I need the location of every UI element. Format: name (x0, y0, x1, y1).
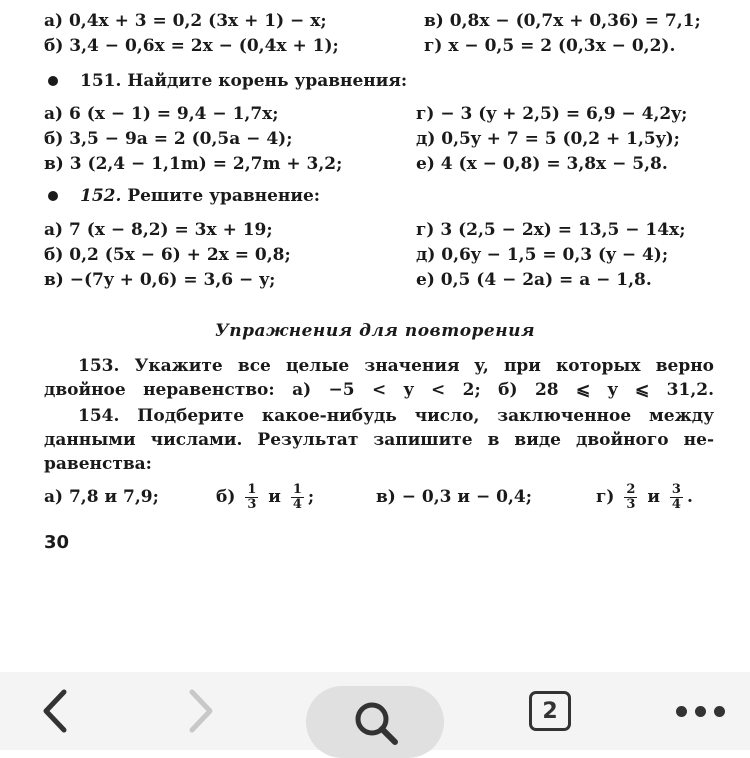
exercise-number: 151. (80, 71, 122, 91)
equation-g: г) − 3 (y + 2,5) = 6,9 − 4,2y; (416, 104, 688, 124)
equation-a: а) 6 (x − 1) = 9,4 − 1,7x; (44, 104, 279, 124)
forward-button[interactable] (166, 672, 236, 750)
fraction: $\frac{1}{4}$ (292, 482, 302, 512)
exercise-154-line: 154. Подберите какое-нибудь число, заключенное между (78, 406, 714, 426)
equation-b: б) 3,4 − 0,6x = 2x − (0,4x + 1); (44, 36, 339, 56)
search-button[interactable] (306, 686, 444, 758)
exercise-153-line: 153. Укажите все целые значения y, при которых верно (78, 356, 714, 376)
equation-a: а) 7 (x − 8,2) = 3x + 19; (44, 220, 273, 240)
equation-v: в) 0,8x − (0,7x + 0,36) = 7,1; (424, 11, 701, 31)
bullet-icon (48, 191, 58, 201)
exercise-153-line: двойное неравенство: а) −5 < y < 2; б) 28 ⩽ y ⩽ 31,2. (44, 380, 714, 400)
search-icon (352, 699, 400, 747)
equation-g: г) x − 0,5 = 2 (0,3x − 0,2). (424, 36, 676, 56)
browser-toolbar (0, 672, 750, 750)
equation-e: е) 0,5 (4 − 2a) = a − 1,8. (416, 270, 652, 290)
item-b: б) $\frac{1}{3}$ и $\frac{1}{4}$ ; (216, 482, 315, 512)
exercise-152-heading (44, 185, 714, 207)
equation-d: д) 0,5y + 7 = 5 (0,2 + 1,5y); (416, 129, 680, 149)
exercise-title: Найдите корень уравнения: (127, 71, 408, 91)
page-number: 30 (44, 532, 70, 553)
bullet-icon (48, 76, 58, 86)
exercise-title: Решите уравнение: (127, 186, 321, 206)
forward-icon (186, 688, 216, 734)
exercise-151-heading (44, 70, 714, 92)
equation-b: б) 3,5 − 9a = 2 (0,5a − 4); (44, 129, 293, 149)
exercise-number: 152. (80, 186, 122, 206)
fraction: $\frac{1}{3}$ (247, 482, 257, 512)
back-button[interactable] (20, 672, 90, 750)
equation-g: г) 3 (2,5 − 2x) = 13,5 − 14x; (416, 220, 686, 240)
section-title: Упражнения для повторения (214, 321, 536, 341)
more-icon (676, 706, 725, 717)
fraction: $\frac{3}{4}$ (671, 482, 681, 512)
tabs-count: 2 (542, 698, 558, 724)
equation-a: а) 0,4x + 3 = 0,2 (3x + 1) − x; (44, 11, 327, 31)
back-icon (40, 688, 70, 734)
equation-v: в) −(7y + 0,6) = 3,6 − y; (44, 270, 276, 290)
exercise-154-line: данными числами. Результат запишите в виде двойного не- (44, 430, 714, 450)
equation-d: д) 0,6y − 1,5 = 0,3 (y − 4); (416, 245, 669, 265)
item-a: а) 7,8 и 7,9; (44, 487, 159, 507)
equation-e: е) 4 (x − 0,8) = 3,8x − 5,8. (416, 154, 668, 174)
tabs-button[interactable] (518, 672, 582, 750)
exercise-154-line: равенства: (44, 454, 152, 474)
equation-v: в) 3 (2,4 − 1,1m) = 2,7m + 3,2; (44, 154, 343, 174)
item-g: г) $\frac{2}{3}$ и $\frac{3}{4}$ . (596, 482, 693, 512)
more-button[interactable] (660, 672, 740, 750)
fraction: $\frac{2}{3}$ (626, 482, 636, 512)
equation-b: б) 0,2 (5x − 6) + 2x = 0,8; (44, 245, 291, 265)
item-v: в) − 0,3 и − 0,4; (376, 487, 532, 507)
tabs-icon (529, 691, 571, 731)
